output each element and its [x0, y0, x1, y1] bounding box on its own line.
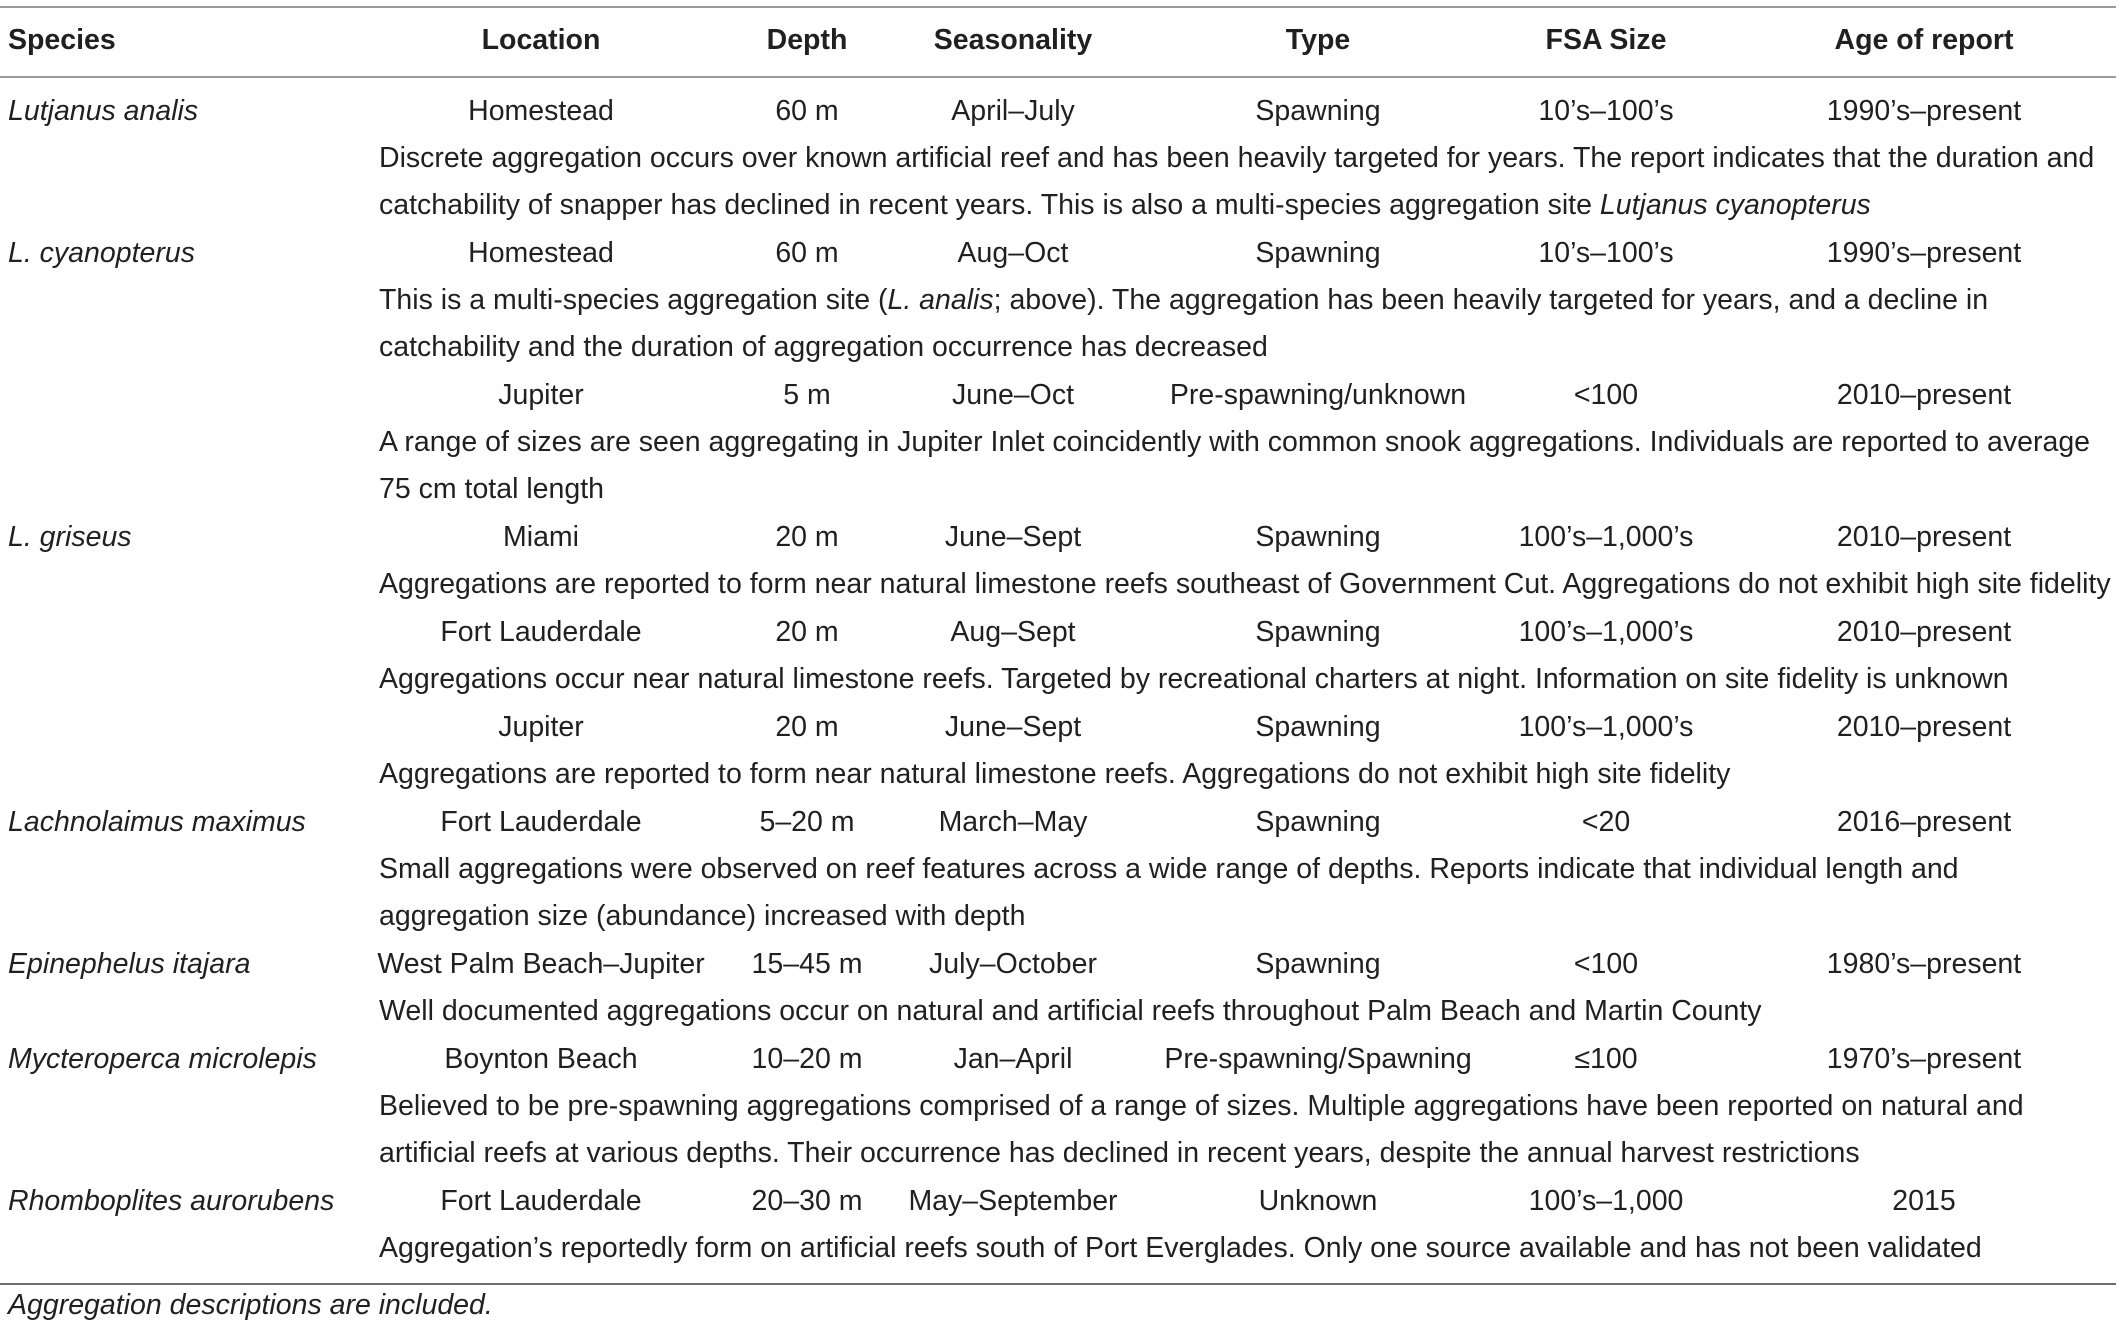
header-depth: Depth: [766, 24, 848, 56]
species-name: Lutjanus analis: [8, 95, 199, 127]
location-cell: Boynton Beach: [444, 1043, 638, 1075]
seasonality-cell: May–September: [908, 1185, 1118, 1217]
type-cell: Spawning: [1255, 616, 1381, 648]
table-bottom-rule: [0, 1283, 2116, 1285]
age-of-report-cell: 2010–present: [1836, 616, 2012, 648]
header-age-of-report: Age of report: [1834, 24, 2014, 56]
fsa-size-cell: <100: [1573, 379, 1639, 411]
age-of-report-cell: 2010–present: [1836, 379, 2012, 411]
aggregation-description: [379, 1225, 2114, 1272]
location-cell: Homestead: [468, 95, 614, 127]
description-text: Aggregations occur near natural limestone reefs. Targeted by recreational charters at night. Information on site fidelity is unknown: [379, 663, 2009, 695]
species-name: Epinephelus itajara: [8, 948, 251, 980]
description-text: Aggregations are reported to form near natural limestone reefs southeast of Government Cut. Aggregations do not exhibit high site fidelity: [379, 568, 2111, 600]
depth-cell: 10–20 m: [751, 1043, 863, 1075]
description-text: Aggregations are reported to form near natural limestone reefs. Aggregations do not exhibit high site fidelity: [379, 758, 1731, 790]
fsa-size-cell: 100’s–1,000’s: [1518, 711, 1694, 743]
fsa-size-cell: ≤100: [1574, 1043, 1638, 1075]
location-cell: Fort Lauderdale: [440, 806, 642, 838]
description-text: Discrete aggregation occurs over known artificial reef and has been heavily targeted for years. The report indicates that the duration and catchability of snapper has declined in recent years. This is also a multi-species aggregation site: [379, 142, 2095, 222]
fsa-size-cell: 100’s–1,000: [1528, 1185, 1684, 1217]
description-text-continued: ; above). The aggregation has been heavily targeted for years, and a decline in catchability and the duration of aggregation occurrence has decreased: [379, 284, 1989, 364]
location-cell: Fort Lauderdale: [440, 1185, 642, 1217]
type-cell: Spawning: [1255, 95, 1381, 127]
seasonality-cell: March–May: [938, 806, 1088, 838]
aggregation-description: [379, 135, 2114, 230]
type-cell: Spawning: [1255, 711, 1381, 743]
table-top-rule: [0, 6, 2116, 8]
fsa-size-cell: 100’s–1,000’s: [1518, 521, 1694, 553]
description-text: Aggregation’s reportedly form on artificial reefs south of Port Everglades. Only one source available and has not been validated: [379, 1232, 1982, 1264]
age-of-report-cell: 1970’s–present: [1826, 1043, 2022, 1075]
depth-cell: 5 m: [783, 379, 831, 411]
seasonality-cell: April–July: [951, 95, 1075, 127]
location-cell: Jupiter: [498, 379, 584, 411]
header-type: Type: [1285, 24, 1351, 56]
age-of-report-cell: 2016–present: [1836, 806, 2012, 838]
location-cell: Homestead: [468, 237, 614, 269]
age-of-report-cell: 1980’s–present: [1826, 948, 2022, 980]
type-cell: Spawning: [1255, 806, 1381, 838]
fsa-size-cell: 10’s–100’s: [1538, 237, 1674, 269]
fsa-size-cell: <100: [1573, 948, 1639, 980]
species-name: Rhomboplites aurorubens: [8, 1185, 335, 1217]
description-text: This is a multi-species aggregation site (: [379, 284, 888, 316]
table-footnote: Aggregation descriptions are included.: [8, 1289, 493, 1321]
aggregation-description: [379, 751, 2114, 798]
seasonality-cell: June–Oct: [952, 379, 1074, 411]
seasonality-cell: Aug–Oct: [957, 237, 1069, 269]
species-name: L. griseus: [8, 521, 132, 553]
location-cell: West Palm Beach–Jupiter: [377, 948, 705, 980]
depth-cell: 60 m: [775, 237, 839, 269]
species-name: Lachnolaimus maximus: [8, 806, 306, 838]
depth-cell: 5–20 m: [759, 806, 855, 838]
description-species-italic: L. analis: [887, 284, 994, 316]
species-name: Mycteroperca microlepis: [8, 1043, 317, 1075]
type-cell: Spawning: [1255, 237, 1381, 269]
age-of-report-cell: 2010–present: [1836, 521, 2012, 553]
aggregation-description: [379, 561, 2114, 608]
seasonality-cell: Aug–Sept: [950, 616, 1076, 648]
seasonality-cell: June–Sept: [944, 711, 1082, 743]
header-bottom-rule: [0, 76, 2116, 78]
depth-cell: 20 m: [775, 521, 839, 553]
location-cell: Miami: [503, 521, 579, 553]
type-cell: Pre-spawning/unknown: [1169, 379, 1467, 411]
fsa-size-cell: 100’s–1,000’s: [1518, 616, 1694, 648]
header-seasonality: Seasonality: [933, 24, 1093, 56]
aggregation-description: [379, 277, 2114, 372]
seasonality-cell: July–October: [929, 948, 1097, 980]
aggregation-description: [379, 846, 2114, 941]
age-of-report-cell: 1990’s–present: [1826, 237, 2022, 269]
location-cell: Jupiter: [498, 711, 584, 743]
depth-cell: 20 m: [775, 616, 839, 648]
description-text: Well documented aggregations occur on natural and artificial reefs throughout Palm Beach and Martin County: [379, 995, 1762, 1027]
age-of-report-cell: 2015: [1892, 1185, 1956, 1217]
depth-cell: 60 m: [775, 95, 839, 127]
aggregation-description: [379, 419, 2114, 514]
fsa-size-cell: 10’s–100’s: [1538, 95, 1674, 127]
header-species: Species: [8, 24, 116, 56]
depth-cell: 20–30 m: [751, 1185, 863, 1217]
location-cell: Fort Lauderdale: [440, 616, 642, 648]
age-of-report-cell: 2010–present: [1836, 711, 2012, 743]
type-cell: Pre-spawning/Spawning: [1164, 1043, 1472, 1075]
type-cell: Spawning: [1255, 521, 1381, 553]
description-text: Small aggregations were observed on reef features across a wide range of depths. Reports indicate that individual length and aggregation size (abundance) increased with depth: [379, 853, 1959, 933]
header-fsa-size: FSA Size: [1545, 24, 1667, 56]
depth-cell: 15–45 m: [751, 948, 863, 980]
description-text: A range of sizes are seen aggregating in Jupiter Inlet coincidently with common snook aggregations. Individuals are reported to average 75 cm total length: [379, 426, 2091, 506]
aggregation-description: [379, 1083, 2114, 1178]
type-cell: Spawning: [1255, 948, 1381, 980]
seasonality-cell: June–Sept: [944, 521, 1082, 553]
fsa-size-cell: <20: [1581, 806, 1631, 838]
seasonality-cell: Jan–April: [953, 1043, 1073, 1075]
description-species-italic: Lutjanus cyanopterus: [1599, 189, 1871, 222]
aggregation-description: [379, 656, 2114, 703]
aggregation-description: [379, 988, 2114, 1035]
description-text: Believed to be pre-spawning aggregations comprised of a range of sizes. Multiple aggregations have been reported on natural and artificial reefs at various depths. Their occurrence has declined in recent years, despite the annual harvest restrictions: [379, 1090, 2024, 1170]
age-of-report-cell: 1990’s–present: [1826, 95, 2022, 127]
header-location: Location: [481, 24, 601, 56]
type-cell: Unknown: [1258, 1185, 1378, 1217]
depth-cell: 20 m: [775, 711, 839, 743]
species-name: L. cyanopterus: [8, 237, 195, 269]
